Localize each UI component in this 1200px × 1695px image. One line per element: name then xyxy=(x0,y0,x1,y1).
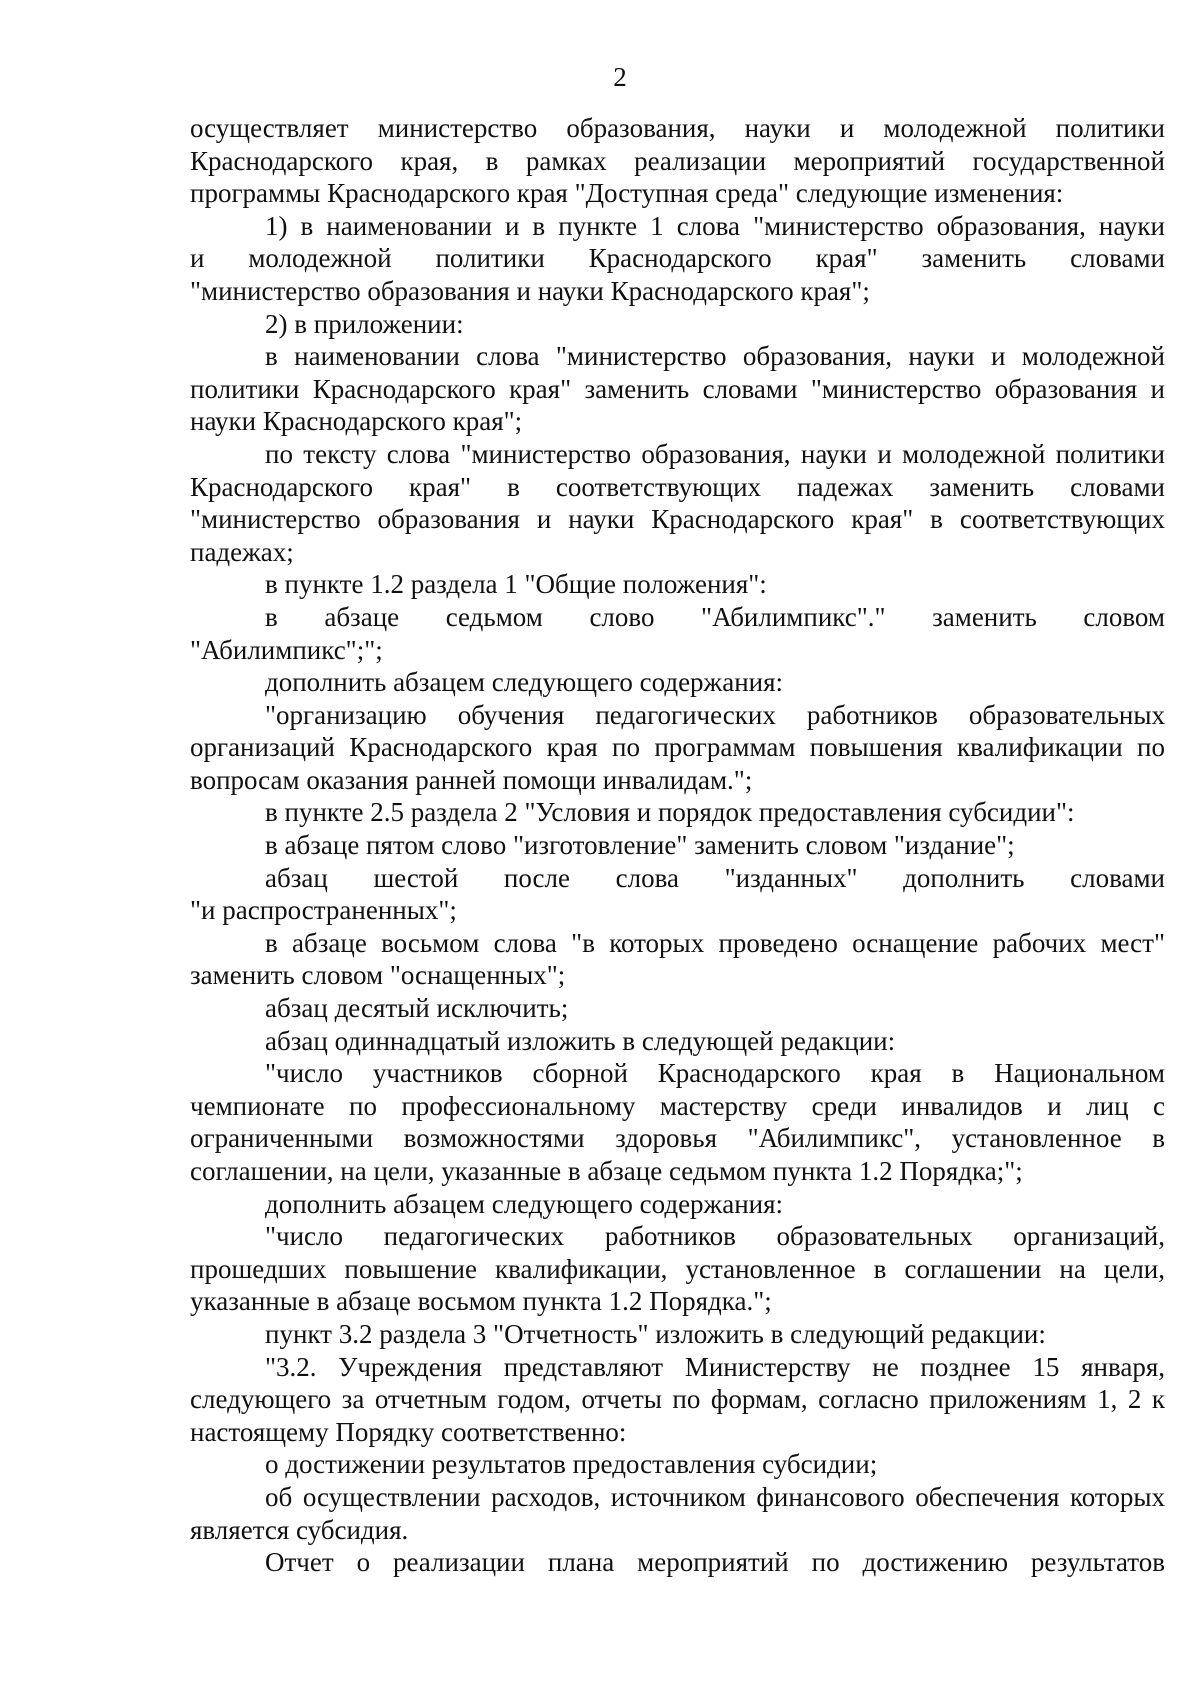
paragraph-report-plan: Отчет о реализации плана мероприятий по достижению результатов xyxy=(265,1547,1165,1578)
paragraph-abzac-6: абзац шестой после слова "изданных" дополнить словами xyxy=(265,862,1165,893)
paragraph-abzac-11: абзац одиннадцатый изложить в следующей редакции: xyxy=(265,1025,896,1056)
paragraph-title-change: в наименовании слова "министерство образования, науки и молодежной политики Краснодарского края" заменить словами "министерство образования и науки Краснодарского края"; xyxy=(190,341,1165,437)
paragraph-new-abzac-1: "организацию обучения педагогических работников образовательных организаций Краснодарского края по программам повышения квалификации по вопросам оказания ранней помощи инвалидам."; xyxy=(190,699,1165,795)
paragraph-add-abzac-2: дополнить абзацем следующего содержания: xyxy=(265,1188,784,1219)
paragraph-add-abzac-1: дополнить абзацем следующего содержания: xyxy=(265,667,784,698)
paragraph-item-1-cont: и молодежной политики Краснодарского края" заменить словами xyxy=(190,243,1165,274)
paragraph-item-1: 1) в наименовании и в пункте 1 слова "министерство образования, науки xyxy=(265,210,1165,241)
paragraph-item-1-end: "министерство образования и науки Краснодарского края"; xyxy=(190,275,870,306)
paragraph-section-2: в пункте 2.5 раздела 2 "Условия и порядок предоставления субсидии": xyxy=(265,797,1075,828)
paragraph-text-change: по тексту слова "министерство образования, науки и молодежной политики Краснодарского края" в соответствующих падежах заменить словами "министерство образования и науки Краснодарского края" в соответствующих падежах; xyxy=(190,438,1165,567)
paragraph-abzac-7-end: "Абилимпикс";"; xyxy=(190,634,383,665)
paragraph-report-results: о достижении результатов предоставления субсидии; xyxy=(265,1449,878,1480)
paragraph-abzac-8: в абзаце восьмом слова "в которых проведено оснащение рабочих мест" заменить словом "оснащенных"; xyxy=(190,927,1165,991)
document-body xyxy=(190,112,1165,1579)
paragraph-section-1: в пункте 1.2 раздела 1 "Общие положения": xyxy=(265,569,767,600)
paragraph-abzac-10: абзац десятый исключить; xyxy=(265,993,569,1024)
paragraph-report-expenses: об осуществлении расходов, источником финансового обеспечения которых является субсидия. xyxy=(190,1481,1165,1545)
paragraph-3-2: "3.2. Учреждения представляют Министерству не позднее 15 января, следующего за отчетным годом, отчеты по формам, согласно приложениям 1, 2 к настоящему Порядку соответственно: xyxy=(190,1351,1165,1447)
paragraph-abzac-7: в абзаце седьмом слово "Абилимпикс"." заменить словом xyxy=(265,601,1165,632)
paragraph-abzac-6-end: "и распространенных"; xyxy=(190,895,457,926)
paragraph-abzac-11-text: "число участников сборной Краснодарского края в Национальном чемпионате по профессиональному мастерству среди инвалидов и лиц с ограниченными возможностями здоровья "Абилимпикс", установленное в соглашении, на цели, указанные в абзаце седьмом пункта 1.2 Порядка;"; xyxy=(190,1058,1165,1186)
page-number: 2 xyxy=(613,62,627,92)
paragraph-intro: осуществляет министерство образования, науки и молодежной политики Краснодарского края, в рамках реализации мероприятий государственной программы Краснодарского края "Доступная среда" следующие изменения: xyxy=(190,113,1165,209)
paragraph-abzac-5: в абзаце пятом слово "изготовление" заменить словом "издание"; xyxy=(265,830,1015,861)
paragraph-new-abzac-2: "число педагогических работников образовательных организаций, прошедших повышение квалификации, установленное в соглашении на цели, указанные в абзаце восьмом пункта 1.2 Порядка."; xyxy=(190,1221,1165,1317)
paragraph-item-2: 2) в приложении: xyxy=(265,308,464,339)
paragraph-section-3: пункт 3.2 раздела 3 "Отчетность" изложить в следующий редакции: xyxy=(265,1318,1046,1349)
